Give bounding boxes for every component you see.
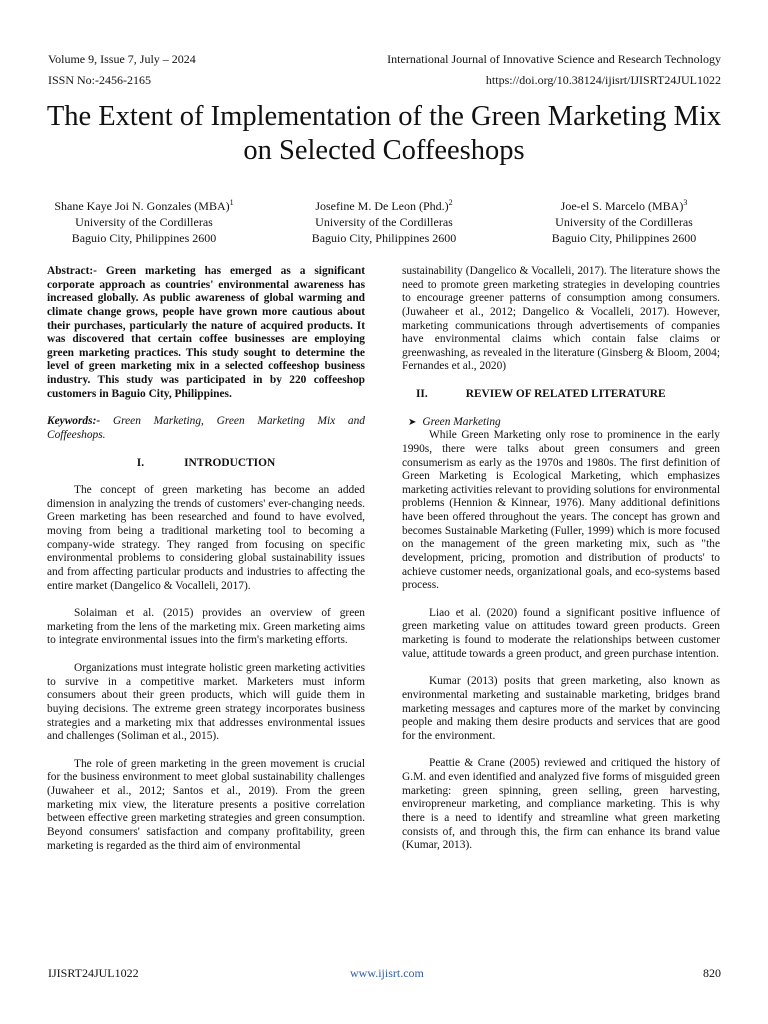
- website-link[interactable]: www.ijisrt.com: [350, 966, 424, 980]
- paragraph: Kumar (2013) posits that green marketing, also known as environmental marketing and sustainable marketing, bridges brand marketing messages and captures more of the market by convincing people and making them desire products and services that are good for the environment.: [402, 675, 720, 742]
- volume-info: Volume 9, Issue 7, July – 2024: [48, 52, 196, 66]
- subsection-heading: [402, 416, 720, 430]
- journal-name: International Journal of Innovative Science and Research Technology: [387, 52, 721, 66]
- paragraph: While Green Marketing only rose to prominence in the early 1990s, there were talks about green consumers and green consumerism as early as the 1970s and 1980s. The first definition of Green Marketing is Ecological Marketing, which emphasizes marketing activities relevant to providing solutions for environmental problems (Hennion & Kinnear, 1976). Many additional definitions have been offered throughout the years. The concept has grown and becomes Sustainable Marketing (Fuller, 1999) which is more focused on the management of the green marketing mix, such as "the development, pricing, promotion and distribution of products' to achieve customer needs, organizational goals, and eco-systems based process.: [402, 429, 720, 592]
- keywords: Keywords:- Green Marketing, Green Marketing Mix and Coffeeshops.: [47, 415, 365, 441]
- section-heading-introduction: [47, 457, 365, 471]
- author-block: [24, 195, 264, 246]
- page-number: 820: [703, 966, 721, 980]
- paragraph: The concept of green marketing has become an added dimension in analyzing the trends of customers' ever-changing needs. Green marketing has been researched and found to have evolved, moving from being a traditional marketing tool to becoming a company-wide strategy. They ranged from focusing on specific environmental problems to considering global sustainability issues and from affecting particular products and industries to affecting the entire market (Dangelico & Vocalleli, 2017).: [47, 484, 365, 592]
- author-affiliation: University of the Cordilleras: [315, 215, 453, 229]
- author-name: Josefine M. De Leon $(Phd.)^2$: [315, 198, 453, 213]
- author-name: Shane Kaye Joi N. Gonzales (MBA)$^1$: [54, 198, 234, 213]
- author-location: Baguio City, Philippines 2600: [551, 231, 697, 245]
- author-affiliation: University of the Cordilleras: [75, 215, 213, 229]
- paragraph: Organizations must integrate holistic green marketing activities to survive in a competitive market. Marketers must inform consumers about their green products, which will guide them in buying decisions. The extreme green strategy incorporates business strategies and a marketing mix that addresses environmental issues and challenges (Soliman et al., 2015).: [47, 662, 365, 743]
- right-column: [402, 265, 720, 853]
- paper-title: The Extent of Implementation of the Green Marketing Mix on Selected Coffeeshops: [46, 101, 722, 166]
- section-title: INTRODUCTION: [184, 456, 276, 469]
- author-block: [264, 195, 504, 246]
- paragraph: Peattie & Crane (2005) reviewed and critiqued the history of G.M. and even identified and analyzed five forms of misguided green marketing: green spinning, green selling, green harvesting, enviropreneur marketing, and compliance marketing. This is why there is a need to identify and streamline what green marketing consists of, and through this, the firm can enhance its brand value (Kumar, 2013).: [402, 757, 720, 852]
- paragraph: The role of green marketing in the green movement is crucial for the business environment to meet global sustainability challenges (Juwaheer et al., 2012; Santos et al., 2019). From the green marketing mix view, the literature presents a positive correlation between effective green marketing strategies and green consumption. Beyond consumers' satisfaction and company profitability, green marketing is regarded as the third aim of environmental: [47, 757, 365, 852]
- paragraph: Solaiman et al. (2015) provides an overview of green marketing from the lens of the marketing mix. Green marketing aims to integrate environmental issues into the firm's marketing efforts.: [47, 607, 365, 647]
- abstract: Abstract:- Green marketing has emerged as a significant corporate approach as countries' environmental awareness has increased globally. As public awareness of global warming and climate change grows, people have grown more cautious about their purchases, particularly the nature of acquired products. It was discovered that certain coffee businesses are employing green marketing practices. This study sought to determine the level of green marketing mix in a selected coffeeshop business industry. This study was participated in by 220 coffeeshop customers in Baguio City, Philippines.: [47, 265, 365, 400]
- issn: ISSN No:-2456-2165: [48, 73, 152, 87]
- section-heading-review: [402, 388, 720, 402]
- section-title: REVIEW OF RELATED LITERATURE: [465, 388, 666, 400]
- author-name: Joe-el S. Marcelo (MBA)$^3$: [560, 198, 688, 213]
- arrow-bullet-icon: ➤: [408, 416, 417, 428]
- author-location: Baguio City, Philippines 2600: [311, 231, 457, 245]
- left-column: [47, 265, 365, 853]
- section-number: II.: [416, 388, 428, 400]
- paper-id: IJISRT24JUL1022: [48, 966, 139, 980]
- author-location: Baguio City, Philippines 2600: [71, 231, 217, 245]
- doi-link[interactable]: https://doi.org/10.38124/ijisrt/IJISRT24JUL1022: [485, 73, 721, 87]
- section-number: I.: [136, 456, 145, 469]
- paragraph: sustainability (Dangelico & Vocalleli, 2017). The literature shows the need to promote green marketing strategies in developing countries to encourage greener patterns of consumption among consumers. (Juwaheer et al., 2012; Dangelico & Vocalleli, 2017). However, marketing communications through advertisements of companies have environmental claims which contain false claims or greenwashing, as revealed in the literature (Ginsberg & Bloom, 2004; Fernandes et al., 2020): [402, 265, 720, 373]
- author-affiliation: University of the Cordilleras: [555, 215, 693, 229]
- subsection-title: Green Marketing: [422, 415, 501, 428]
- author-block: [504, 195, 744, 246]
- paragraph: Liao et al. (2020) found a significant positive influence of green marketing value on attitudes toward green products. Green marketing is found to moderate the relationships between customer value, attitude towards a green product, and green purchase intention.: [402, 606, 720, 660]
